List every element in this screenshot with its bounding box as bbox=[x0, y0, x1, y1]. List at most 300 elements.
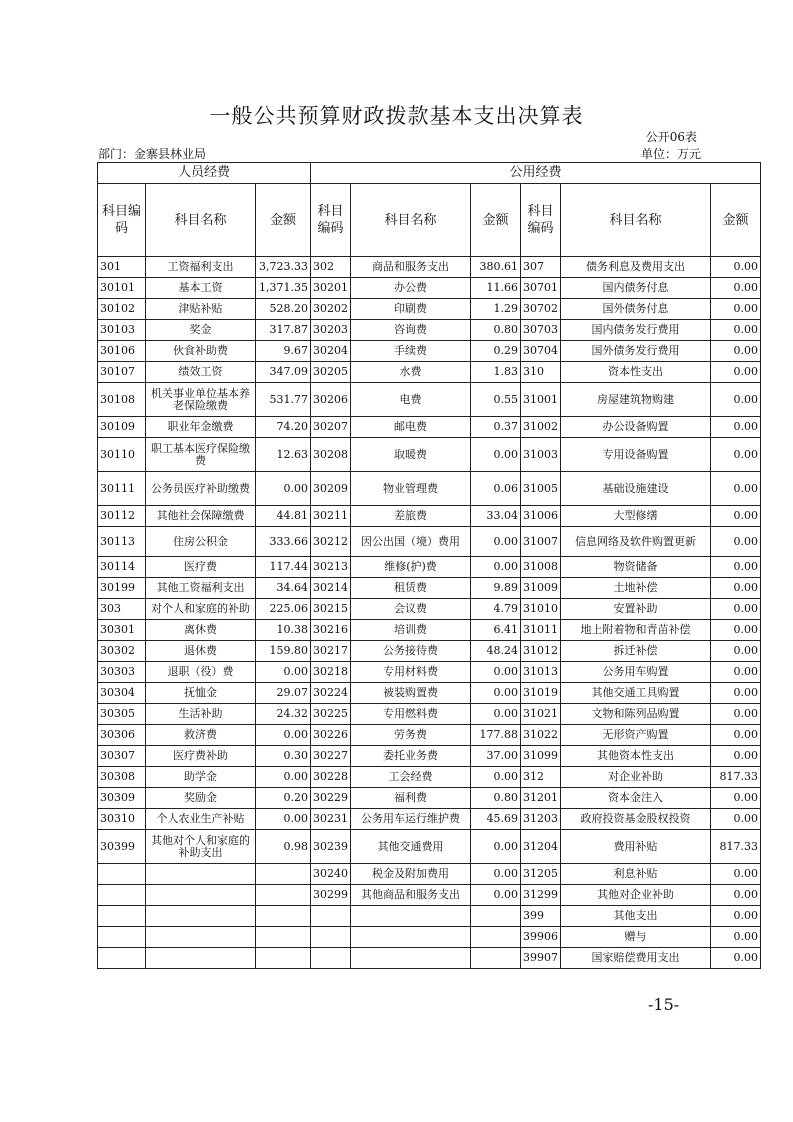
item-code: 30199 bbox=[98, 578, 146, 599]
item-code: 31299 bbox=[521, 885, 561, 906]
item-code: 30109 bbox=[98, 417, 146, 438]
item-name: 邮电费 bbox=[351, 417, 471, 438]
item-name: 维修(护)费 bbox=[351, 557, 471, 578]
item-code: 30110 bbox=[98, 438, 146, 472]
item-amount: 531.77 bbox=[256, 383, 311, 417]
item-name: 办公设备购置 bbox=[561, 417, 711, 438]
item-amount: 333.66 bbox=[256, 527, 311, 557]
item-amount: 0.00 bbox=[256, 472, 311, 506]
page-title: 一般公共预算财政拨款基本支出决算表 bbox=[209, 104, 584, 128]
item-name: 国外债务发行费用 bbox=[561, 341, 711, 362]
item-amount: 817.33 bbox=[711, 830, 761, 864]
item-code: 30226 bbox=[311, 725, 351, 746]
item-name: 其他对企业补助 bbox=[561, 885, 711, 906]
item-code: 31201 bbox=[521, 788, 561, 809]
item-code: 31021 bbox=[521, 704, 561, 725]
item-code: 31012 bbox=[521, 641, 561, 662]
item-code: 30208 bbox=[311, 438, 351, 472]
item-code bbox=[98, 864, 146, 885]
item-name: 拆迁补偿 bbox=[561, 641, 711, 662]
item-name: 委托业务费 bbox=[351, 746, 471, 767]
item-code: 30399 bbox=[98, 830, 146, 864]
col-code: 科目编码 bbox=[521, 184, 561, 257]
item-code: 30201 bbox=[311, 278, 351, 299]
item-code bbox=[311, 906, 351, 927]
item-amount: 0.00 bbox=[471, 767, 521, 788]
item-amount: 0.00 bbox=[711, 746, 761, 767]
item-code: 30211 bbox=[311, 506, 351, 527]
item-amount: 0.00 bbox=[711, 683, 761, 704]
item-code: 30202 bbox=[311, 299, 351, 320]
table-row bbox=[98, 383, 761, 417]
item-name: 水费 bbox=[351, 362, 471, 383]
table-row bbox=[98, 278, 761, 299]
item-name: 公务员医疗补助缴费 bbox=[146, 472, 256, 506]
item-name: 办公费 bbox=[351, 278, 471, 299]
item-amount: 0.00 bbox=[711, 948, 761, 969]
item-code: 31013 bbox=[521, 662, 561, 683]
item-name: 工会经费 bbox=[351, 767, 471, 788]
item-amount: 9.89 bbox=[471, 578, 521, 599]
item-name: 电费 bbox=[351, 383, 471, 417]
item-amount: 0.00 bbox=[711, 341, 761, 362]
item-code bbox=[98, 927, 146, 948]
item-code bbox=[311, 948, 351, 969]
item-amount: 0.00 bbox=[256, 767, 311, 788]
table-row bbox=[98, 641, 761, 662]
item-name bbox=[146, 906, 256, 927]
item-name: 基础设施建设 bbox=[561, 472, 711, 506]
item-code: 30106 bbox=[98, 341, 146, 362]
item-name: 个人农业生产补贴 bbox=[146, 809, 256, 830]
item-amount: 317.87 bbox=[256, 320, 311, 341]
item-amount: 0.00 bbox=[711, 472, 761, 506]
item-name: 咨询费 bbox=[351, 320, 471, 341]
table-row bbox=[98, 578, 761, 599]
item-code: 31099 bbox=[521, 746, 561, 767]
table-row bbox=[98, 472, 761, 506]
item-amount: 24.32 bbox=[256, 704, 311, 725]
item-name: 商品和服务支出 bbox=[351, 257, 471, 278]
col-amount: 金额 bbox=[711, 184, 761, 257]
item-amount: 0.00 bbox=[711, 383, 761, 417]
item-name: 培训费 bbox=[351, 620, 471, 641]
item-name: 福利费 bbox=[351, 788, 471, 809]
item-name: 奖金 bbox=[146, 320, 256, 341]
item-amount: 0.00 bbox=[711, 906, 761, 927]
item-code: 30703 bbox=[521, 320, 561, 341]
item-code bbox=[98, 906, 146, 927]
item-code: 30224 bbox=[311, 683, 351, 704]
item-code: 31022 bbox=[521, 725, 561, 746]
item-code: 31203 bbox=[521, 809, 561, 830]
item-amount: 528.20 bbox=[256, 299, 311, 320]
item-code: 30214 bbox=[311, 578, 351, 599]
item-code: 301 bbox=[98, 257, 146, 278]
item-name: 伙食补助费 bbox=[146, 341, 256, 362]
item-code: 30218 bbox=[311, 662, 351, 683]
item-code: 30113 bbox=[98, 527, 146, 557]
item-amount: 817.33 bbox=[711, 767, 761, 788]
item-amount bbox=[256, 864, 311, 885]
item-name: 救济费 bbox=[146, 725, 256, 746]
table-row bbox=[98, 725, 761, 746]
item-amount: 0.06 bbox=[471, 472, 521, 506]
item-code: 31011 bbox=[521, 620, 561, 641]
page-number: -15- bbox=[648, 995, 680, 1014]
item-name: 物资储备 bbox=[561, 557, 711, 578]
item-code: 30101 bbox=[98, 278, 146, 299]
table-row bbox=[98, 299, 761, 320]
col-code: 科目编码 bbox=[98, 184, 146, 257]
table-row bbox=[98, 948, 761, 969]
table-row bbox=[98, 662, 761, 683]
item-code: 30704 bbox=[521, 341, 561, 362]
item-name: 取暖费 bbox=[351, 438, 471, 472]
item-code: 30114 bbox=[98, 557, 146, 578]
item-code: 30301 bbox=[98, 620, 146, 641]
item-code: 302 bbox=[311, 257, 351, 278]
table-row bbox=[98, 599, 761, 620]
item-name: 公务用车购置 bbox=[561, 662, 711, 683]
item-name: 绩效工资 bbox=[146, 362, 256, 383]
item-code: 30217 bbox=[311, 641, 351, 662]
item-name: 奖励金 bbox=[146, 788, 256, 809]
item-name: 国外债务付息 bbox=[561, 299, 711, 320]
item-amount: 0.00 bbox=[711, 527, 761, 557]
item-name: 基本工资 bbox=[146, 278, 256, 299]
item-amount bbox=[471, 927, 521, 948]
item-name: 医疗费补助 bbox=[146, 746, 256, 767]
item-code: 31010 bbox=[521, 599, 561, 620]
item-name bbox=[351, 948, 471, 969]
item-amount: 0.00 bbox=[711, 885, 761, 906]
department-label: 部门：金寨县林业局 bbox=[98, 147, 207, 161]
item-amount: 0.20 bbox=[256, 788, 311, 809]
item-code: 30204 bbox=[311, 341, 351, 362]
item-amount bbox=[256, 948, 311, 969]
item-code: 30701 bbox=[521, 278, 561, 299]
table-row bbox=[98, 830, 761, 864]
item-name: 赠与 bbox=[561, 927, 711, 948]
item-name bbox=[351, 906, 471, 927]
item-amount: 0.00 bbox=[711, 704, 761, 725]
item-code: 30206 bbox=[311, 383, 351, 417]
item-name: 税金及附加费用 bbox=[351, 864, 471, 885]
item-amount: 0.55 bbox=[471, 383, 521, 417]
item-code: 30310 bbox=[98, 809, 146, 830]
item-amount: 0.29 bbox=[471, 341, 521, 362]
item-name: 其他对个人和家庭的补助支出 bbox=[146, 830, 256, 864]
item-amount: 0.80 bbox=[471, 320, 521, 341]
item-amount: 0.00 bbox=[711, 599, 761, 620]
table-row bbox=[98, 362, 761, 383]
item-name: 其他交通费用 bbox=[351, 830, 471, 864]
item-name: 抚恤金 bbox=[146, 683, 256, 704]
item-code: 30306 bbox=[98, 725, 146, 746]
table-row bbox=[98, 885, 761, 906]
item-code: 312 bbox=[521, 767, 561, 788]
item-amount: 33.04 bbox=[471, 506, 521, 527]
item-code: 30229 bbox=[311, 788, 351, 809]
item-amount: 0.00 bbox=[711, 788, 761, 809]
item-name: 利息补贴 bbox=[561, 864, 711, 885]
col-name: 科目名称 bbox=[561, 184, 711, 257]
item-name: 大型修缮 bbox=[561, 506, 711, 527]
item-amount: 6.41 bbox=[471, 620, 521, 641]
item-name: 医疗费 bbox=[146, 557, 256, 578]
item-amount: 0.00 bbox=[256, 809, 311, 830]
table-row bbox=[98, 417, 761, 438]
item-code: 307 bbox=[521, 257, 561, 278]
item-name: 会议费 bbox=[351, 599, 471, 620]
item-name bbox=[146, 948, 256, 969]
item-name: 地上附着物和青苗补偿 bbox=[561, 620, 711, 641]
item-code: 30103 bbox=[98, 320, 146, 341]
item-name: 差旅费 bbox=[351, 506, 471, 527]
item-name: 退休费 bbox=[146, 641, 256, 662]
item-code: 39907 bbox=[521, 948, 561, 969]
item-code: 30107 bbox=[98, 362, 146, 383]
item-amount: 0.00 bbox=[711, 927, 761, 948]
form-code: 公开06表 bbox=[645, 130, 697, 144]
item-amount: 225.06 bbox=[256, 599, 311, 620]
table-row bbox=[98, 704, 761, 725]
item-amount: 0.00 bbox=[711, 417, 761, 438]
item-name: 信息网络及软件购置更新 bbox=[561, 527, 711, 557]
table-row bbox=[98, 788, 761, 809]
item-code: 30308 bbox=[98, 767, 146, 788]
table-body bbox=[98, 257, 761, 969]
item-name: 机关事业单位基本养老保险缴费 bbox=[146, 383, 256, 417]
item-amount: 0.00 bbox=[471, 683, 521, 704]
table-row bbox=[98, 767, 761, 788]
item-name bbox=[146, 885, 256, 906]
item-code: 31006 bbox=[521, 506, 561, 527]
item-code: 30207 bbox=[311, 417, 351, 438]
item-code: 31002 bbox=[521, 417, 561, 438]
item-amount: 34.64 bbox=[256, 578, 311, 599]
expenditure-table bbox=[97, 162, 761, 969]
item-name: 对个人和家庭的补助 bbox=[146, 599, 256, 620]
item-name: 政府投资基金股权投资 bbox=[561, 809, 711, 830]
item-code: 30213 bbox=[311, 557, 351, 578]
item-name: 资本金注入 bbox=[561, 788, 711, 809]
item-amount: 0.00 bbox=[711, 257, 761, 278]
table-row bbox=[98, 683, 761, 704]
item-code: 31007 bbox=[521, 527, 561, 557]
item-name: 无形资产购置 bbox=[561, 725, 711, 746]
item-code: 30303 bbox=[98, 662, 146, 683]
item-name: 物业管理费 bbox=[351, 472, 471, 506]
item-amount bbox=[256, 885, 311, 906]
item-name bbox=[146, 927, 256, 948]
item-name bbox=[351, 927, 471, 948]
item-code: 30215 bbox=[311, 599, 351, 620]
item-amount: 0.00 bbox=[711, 620, 761, 641]
item-name: 专用设备购置 bbox=[561, 438, 711, 472]
item-name: 工资福利支出 bbox=[146, 257, 256, 278]
item-amount: 1.29 bbox=[471, 299, 521, 320]
item-code: 303 bbox=[98, 599, 146, 620]
item-amount: 0.37 bbox=[471, 417, 521, 438]
table-row bbox=[98, 864, 761, 885]
item-name: 国内债务付息 bbox=[561, 278, 711, 299]
item-amount: 0.00 bbox=[711, 578, 761, 599]
item-code: 30307 bbox=[98, 746, 146, 767]
item-name: 津贴补贴 bbox=[146, 299, 256, 320]
item-amount: 10.38 bbox=[256, 620, 311, 641]
item-name: 退职（役）费 bbox=[146, 662, 256, 683]
item-code: 31001 bbox=[521, 383, 561, 417]
item-name: 因公出国（境）费用 bbox=[351, 527, 471, 557]
item-amount: 3,723.33 bbox=[256, 257, 311, 278]
table-row bbox=[98, 341, 761, 362]
item-name: 对企业补助 bbox=[561, 767, 711, 788]
item-name: 生活补助 bbox=[146, 704, 256, 725]
item-amount: 0.00 bbox=[711, 506, 761, 527]
item-amount: 177.88 bbox=[471, 725, 521, 746]
item-name: 被装购置费 bbox=[351, 683, 471, 704]
item-name: 国内债务发行费用 bbox=[561, 320, 711, 341]
item-amount: 0.00 bbox=[256, 662, 311, 683]
table-row bbox=[98, 809, 761, 830]
item-name bbox=[146, 864, 256, 885]
table-row bbox=[98, 527, 761, 557]
item-amount: 74.20 bbox=[256, 417, 311, 438]
table-row bbox=[98, 927, 761, 948]
group-personnel: 人员经费 bbox=[98, 163, 311, 184]
item-code: 30209 bbox=[311, 472, 351, 506]
item-amount: 1,371.35 bbox=[256, 278, 311, 299]
item-code: 30304 bbox=[98, 683, 146, 704]
item-name: 公务用车运行维护费 bbox=[351, 809, 471, 830]
item-amount: 0.00 bbox=[711, 557, 761, 578]
item-amount: 159.80 bbox=[256, 641, 311, 662]
item-code: 30228 bbox=[311, 767, 351, 788]
item-name: 资本性支出 bbox=[561, 362, 711, 383]
item-code: 31009 bbox=[521, 578, 561, 599]
item-name: 其他商品和服务支出 bbox=[351, 885, 471, 906]
group-public: 公用经费 bbox=[311, 163, 761, 184]
item-code: 30112 bbox=[98, 506, 146, 527]
table-row bbox=[98, 438, 761, 472]
table-row bbox=[98, 557, 761, 578]
item-amount: 1.83 bbox=[471, 362, 521, 383]
item-amount: 0.00 bbox=[711, 725, 761, 746]
item-code: 39906 bbox=[521, 927, 561, 948]
item-amount: 0.30 bbox=[256, 746, 311, 767]
item-name: 职工基本医疗保险缴费 bbox=[146, 438, 256, 472]
item-name: 费用补贴 bbox=[561, 830, 711, 864]
item-amount: 44.81 bbox=[256, 506, 311, 527]
col-name: 科目名称 bbox=[351, 184, 471, 257]
table-row bbox=[98, 620, 761, 641]
item-name: 其他工资福利支出 bbox=[146, 578, 256, 599]
item-amount: 0.00 bbox=[711, 809, 761, 830]
item-name: 住房公积金 bbox=[146, 527, 256, 557]
item-code: 31003 bbox=[521, 438, 561, 472]
unit-label: 单位：万元 bbox=[640, 147, 701, 161]
item-name: 房屋建筑物购建 bbox=[561, 383, 711, 417]
item-code bbox=[98, 948, 146, 969]
item-code: 30111 bbox=[98, 472, 146, 506]
item-code: 310 bbox=[521, 362, 561, 383]
item-amount: 0.00 bbox=[711, 864, 761, 885]
item-code: 30239 bbox=[311, 830, 351, 864]
item-amount: 347.09 bbox=[256, 362, 311, 383]
item-amount: 0.00 bbox=[471, 704, 521, 725]
col-code: 科目编码 bbox=[311, 184, 351, 257]
item-amount: 45.69 bbox=[471, 809, 521, 830]
col-amount: 金额 bbox=[471, 184, 521, 257]
item-amount: 0.00 bbox=[471, 830, 521, 864]
item-amount bbox=[256, 927, 311, 948]
item-amount: 0.00 bbox=[711, 362, 761, 383]
item-name: 安置补助 bbox=[561, 599, 711, 620]
item-code: 30302 bbox=[98, 641, 146, 662]
item-name: 其他支出 bbox=[561, 906, 711, 927]
item-code: 30227 bbox=[311, 746, 351, 767]
item-code: 30305 bbox=[98, 704, 146, 725]
item-name: 其他资本性支出 bbox=[561, 746, 711, 767]
item-code: 31008 bbox=[521, 557, 561, 578]
table-row bbox=[98, 746, 761, 767]
item-name: 离休费 bbox=[146, 620, 256, 641]
item-name: 其他社会保障缴费 bbox=[146, 506, 256, 527]
item-amount: 0.00 bbox=[471, 885, 521, 906]
item-code: 30299 bbox=[311, 885, 351, 906]
item-amount: 37.00 bbox=[471, 746, 521, 767]
item-amount: 117.44 bbox=[256, 557, 311, 578]
item-code: 30309 bbox=[98, 788, 146, 809]
item-amount: 380.61 bbox=[471, 257, 521, 278]
table-row bbox=[98, 320, 761, 341]
item-name: 印刷费 bbox=[351, 299, 471, 320]
item-amount: 0.00 bbox=[711, 278, 761, 299]
item-code: 30102 bbox=[98, 299, 146, 320]
item-code: 31019 bbox=[521, 683, 561, 704]
item-amount: 0.00 bbox=[711, 320, 761, 341]
col-amount: 金额 bbox=[256, 184, 311, 257]
item-amount: 0.00 bbox=[711, 641, 761, 662]
item-amount: 0.00 bbox=[711, 662, 761, 683]
table-row bbox=[98, 906, 761, 927]
item-code bbox=[98, 885, 146, 906]
item-amount: 0.00 bbox=[256, 725, 311, 746]
item-code: 31005 bbox=[521, 472, 561, 506]
item-code: 30702 bbox=[521, 299, 561, 320]
item-name: 租赁费 bbox=[351, 578, 471, 599]
item-code: 31205 bbox=[521, 864, 561, 885]
item-amount: 11.66 bbox=[471, 278, 521, 299]
item-code: 30212 bbox=[311, 527, 351, 557]
item-code: 30240 bbox=[311, 864, 351, 885]
item-amount: 48.24 bbox=[471, 641, 521, 662]
item-amount: 0.00 bbox=[711, 438, 761, 472]
item-amount: 29.07 bbox=[256, 683, 311, 704]
item-amount: 12.63 bbox=[256, 438, 311, 472]
item-code bbox=[311, 927, 351, 948]
item-amount: 0.00 bbox=[471, 864, 521, 885]
item-name: 助学金 bbox=[146, 767, 256, 788]
item-amount: 0.00 bbox=[471, 557, 521, 578]
item-amount: 0.00 bbox=[471, 438, 521, 472]
item-name: 专用燃料费 bbox=[351, 704, 471, 725]
item-amount: 0.98 bbox=[256, 830, 311, 864]
item-name: 土地补偿 bbox=[561, 578, 711, 599]
item-amount bbox=[256, 906, 311, 927]
